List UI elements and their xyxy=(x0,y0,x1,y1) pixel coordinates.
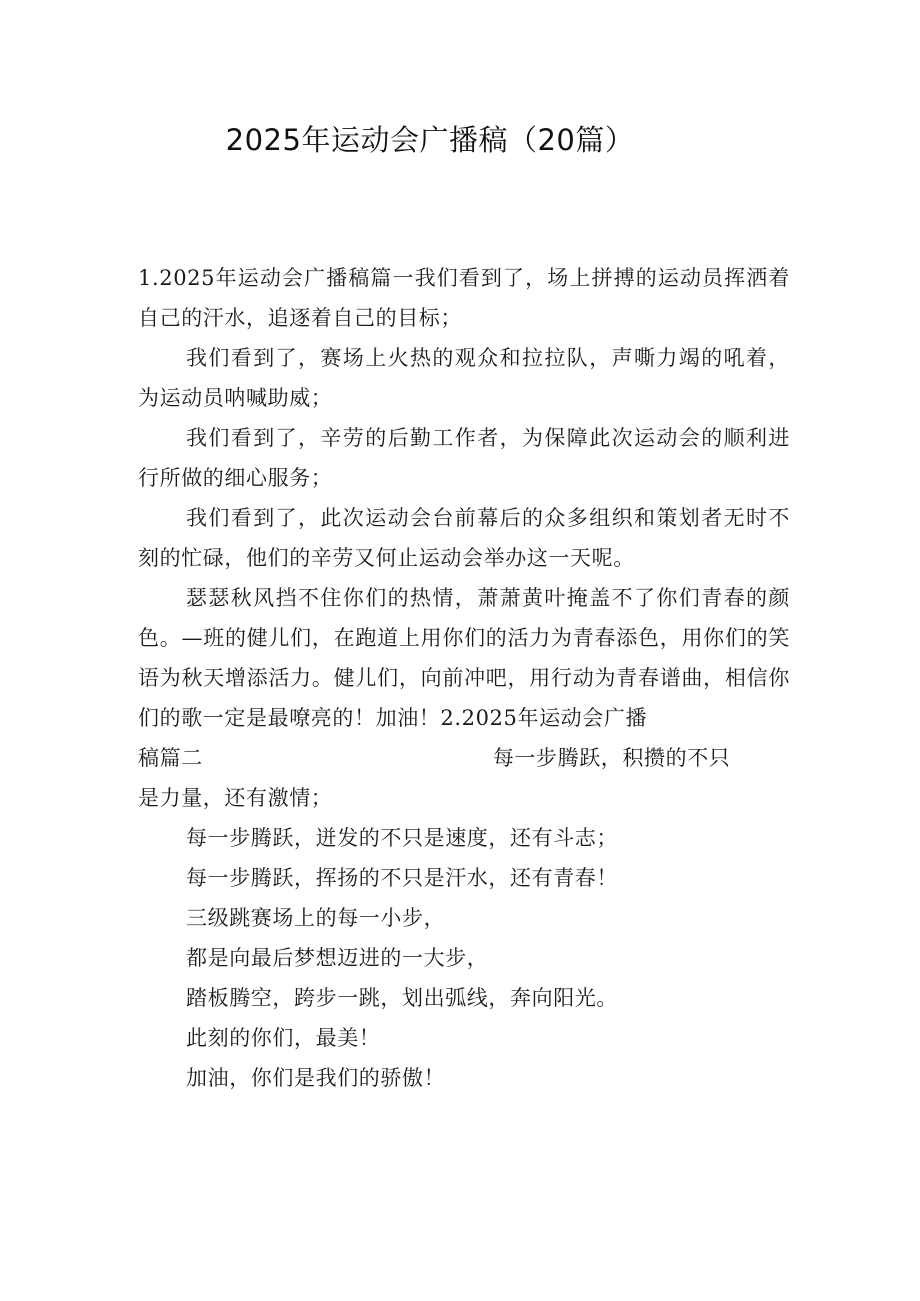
paragraph-1: 1.2025年运动会广播稿篇一我们看到了，场上拼搏的运动员挥洒着自己的汗水，追逐着自己的目标； xyxy=(138,266,790,330)
verse-line-7: 加油，你们是我们的骄傲！ xyxy=(186,1066,446,1090)
document-body xyxy=(138,258,790,1098)
paragraph-5: 瑟瑟秋风挡不住你们的热情，萧萧黄叶掩盖不了你们青春的颜色。—班的健儿们，在跑道上用你们的活力为青春添色，用你们的笑语为秋天增添活力。健儿们，向前冲吧，用行动为青春谱曲，相信你们的歌一定是最嘹亮的！加油！2.2025年运动会广播 xyxy=(138,586,790,730)
paragraph-4: 我们看到了，此次运动会台前幕后的众多组织和策划者无时不刻的忙碌，他们的辛劳又何止运动会举办这一天呢。 xyxy=(138,506,790,570)
verse-line-3: 三级跳赛场上的每一小步， xyxy=(186,906,446,930)
paragraph-2: 我们看到了，赛场上火热的观众和拉拉队，声嘶力竭的吼着，为运动员呐喊助威； xyxy=(138,346,790,410)
split-line-right: 每一步腾跃，积攒的不只 xyxy=(492,746,731,770)
verse-line-5: 踏板腾空，跨步一跳，划出弧线，奔向阳光。 xyxy=(186,986,618,1010)
verse-line-1: 每一步腾跃，迸发的不只是速度，还有斗志； xyxy=(186,826,618,850)
verse-line-6: 此刻的你们，最美！ xyxy=(186,1026,381,1050)
paragraph-3: 我们看到了，辛劳的后勤工作者，为保障此次运动会的顺利进行所做的细心服务； xyxy=(138,426,790,490)
verse-line-4: 都是向最后梦想迈进的一大步， xyxy=(186,946,489,970)
split-line-left: 稿篇二 xyxy=(138,746,203,770)
split-line xyxy=(138,738,790,778)
verse-line-2: 每一步腾跃，挥扬的不只是汗水，还有青春！ xyxy=(186,866,618,890)
continuation-line: 是力量，还有激情； xyxy=(138,786,333,810)
document-title: 2025年运动会广播稿（20篇） xyxy=(225,123,635,157)
